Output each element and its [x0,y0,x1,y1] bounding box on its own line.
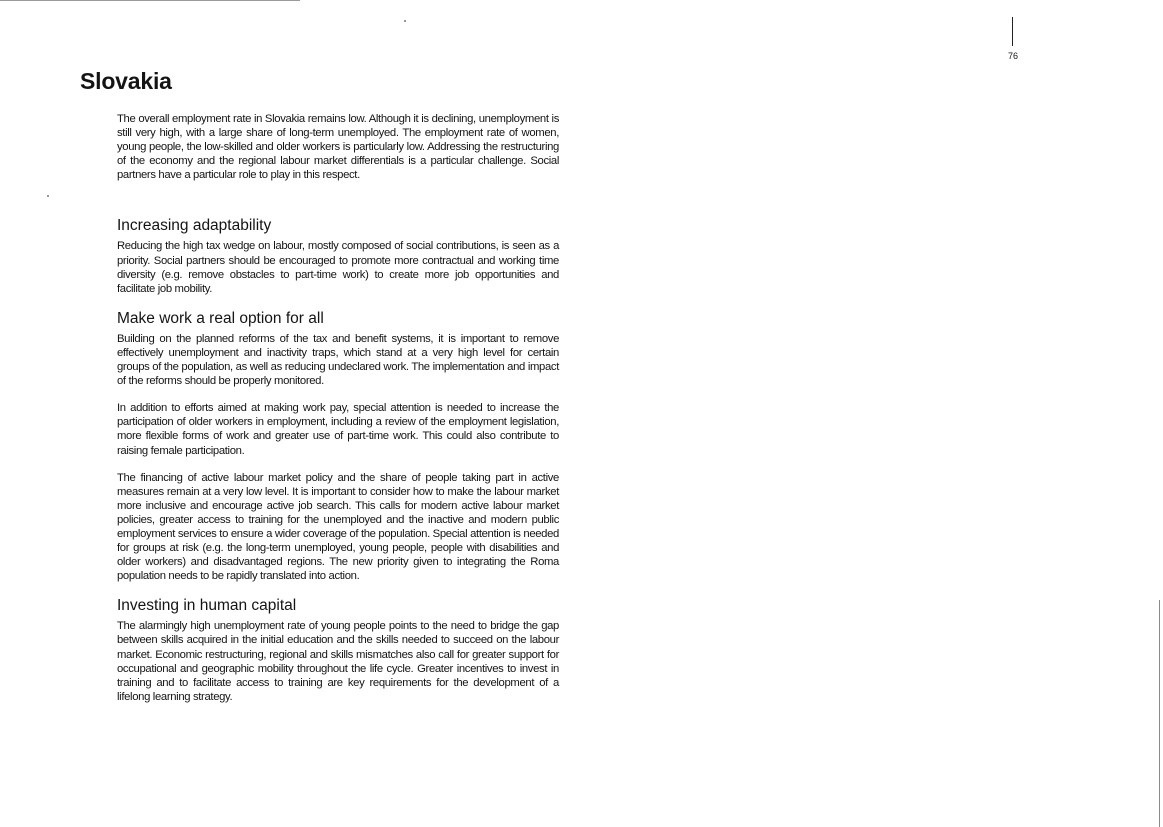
page-number: 76 [1008,51,1019,61]
scan-edge-right [1159,600,1160,827]
scan-speck [404,20,406,22]
page-marker-line [1012,17,1013,46]
section-paragraph: In addition to efforts aimed at making work pay, special attention is needed to increase the participation of older workers in employment, including a review of the employment legislation, more flexible forms of work and greater use of part-time work. This could also contribute to raising female participation. [117,402,559,457]
document-body [117,112,559,704]
scan-edge-top [0,0,300,1]
section-heading: Make work a real option for all [117,309,324,327]
section-paragraph: Building on the planned reforms of the tax and benefit systems, it is important to remove effectively unemployment and inactivity traps, which stand at a very high level for certain groups of the population, as well as reducing undeclared work. The implementation and impact of the reforms should be properly monitored. [117,332,559,388]
section-heading: Increasing adaptability [117,217,272,235]
section-heading: Investing in human capital [117,597,297,615]
section-paragraph: The financing of active labour market policy and the share of people taking part in active measures remain at a very low level. It is important to consider how to make the labour market more inclusive and encourage active job search. This calls for modern active labour market policies, greater access to training for the unemployed and the inactive and modern public employment services to ensure a wider coverage of the population. Special attention is needed for groups at risk (e.g. the long-term unemployed, young people, people with disabilities and older workers) and disadvantaged regions. The new priority given to integrating the Roma population needs to be rapidly translated into action. [117,471,559,583]
intro-paragraph: The overall employment rate in Slovakia remains low. Although it is declining, unemployment is still very high, with a large share of long-term unemployed. The employment rate of women, young people, the low-skilled and older workers is particularly low. Addressing the restructuring of the economy and the regional labour market differentials is a particular challenge. Social partners have a particular role to play in this respect. [117,113,559,182]
section-paragraph: Reducing the high tax wedge on labour, mostly composed of social contributions, is seen as a priority. Social partners should be encouraged to promote more contractual and working time diversity (e.g. remove obstacles to part-time work) to create more job opportunities and facilitate job mobility. [117,240,559,295]
page-title: Slovakia [80,68,172,94]
section-paragraph: The alarmingly high unemployment rate of young people points to the need to bridge the gap between skills acquired in the initial education and the skills needed to succeed on the labour market. Economic restructuring, regional and skills mismatches also call for greater support for occupational and geographic mobility throughout the life cycle. Greater incentives to invest in training and to facilitate access to training are key requirements for the development of a lifelong learning strategy. [117,620,559,703]
scan-speck [47,195,49,197]
